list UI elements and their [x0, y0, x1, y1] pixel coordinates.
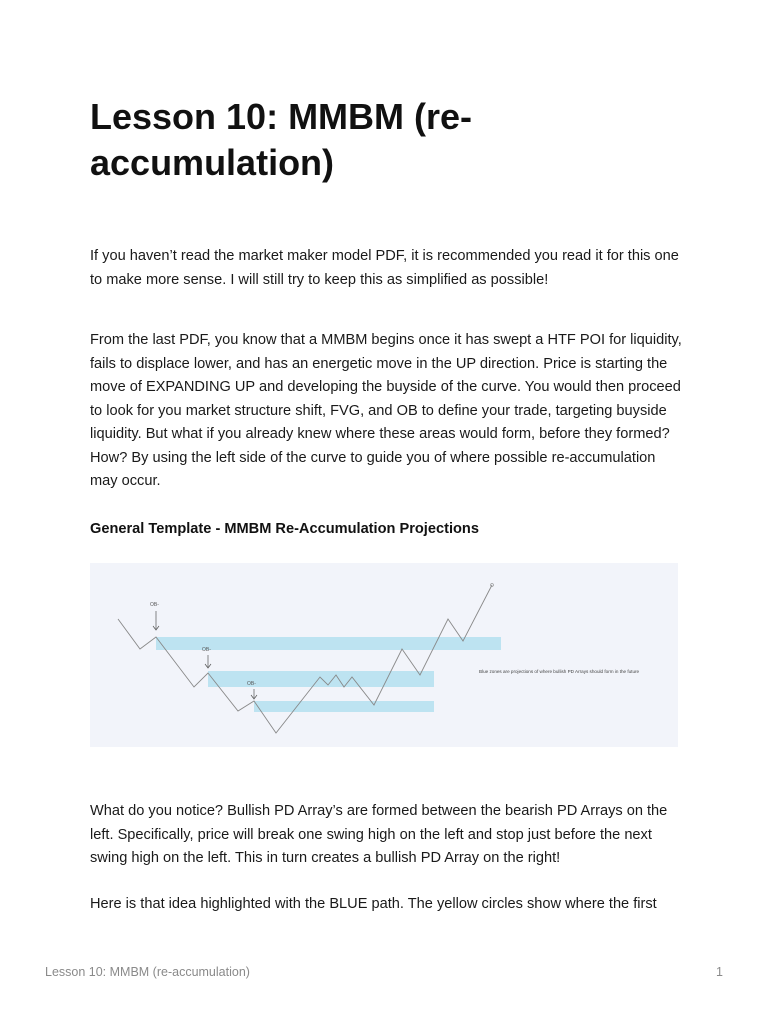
projection-annotation: Blue zones are projections of where bullish PD Arrays should form in the future	[479, 669, 640, 674]
observation-paragraph: What do you notice? Bullish PD Array’s are formed between the bearish PD Arrays on the left. Specifically, price will break one swing high on the left and stop just before the next swing high on the left. This in turn creates a bullish PD Array on the right!	[90, 803, 668, 866]
blue-path-paragraph: Here is that idea highlighted with the BLUE path. The yellow circles show where the first	[90, 896, 657, 912]
mmbm-template-figure	[90, 563, 678, 747]
mmbm-diagram	[90, 563, 678, 747]
projection-zone-3	[254, 701, 434, 712]
ob-label-3: OB-	[247, 681, 256, 687]
figure-heading: General Template - MMBM Re-Accumulation Projections	[90, 521, 479, 537]
page-number: 1	[716, 965, 723, 979]
projection-zone-2	[208, 671, 434, 687]
ob-label-1: OB-	[150, 602, 159, 608]
page-title: Lesson 10: MMBM (re-accumulation)	[90, 96, 473, 183]
intro-paragraph: If you haven’t read the market maker model PDF, it is recommended you read it for this one to make more sense. I will still try to keep this as simplified as possible!	[90, 248, 679, 288]
footer-title: Lesson 10: MMBM (re-accumulation)	[45, 965, 250, 979]
ob-label-2: OB-	[202, 647, 211, 653]
body-paragraph: From the last PDF, you know that a MMBM begins once it has swept a HTF POI for liquidity, fails to displace lower, and has an energetic move in the UP direction. Price is starting the move of EXPANDING UP and developing the buyside of the curve. You would then proceed to look for you market structure shift, FVG, and OB to define your trade, targeting buyside liquidity. But what if you already knew where these areas would form, before they formed? How? By using the left side of the curve to guide you of where possible re-accumulation may occur.	[90, 332, 682, 489]
